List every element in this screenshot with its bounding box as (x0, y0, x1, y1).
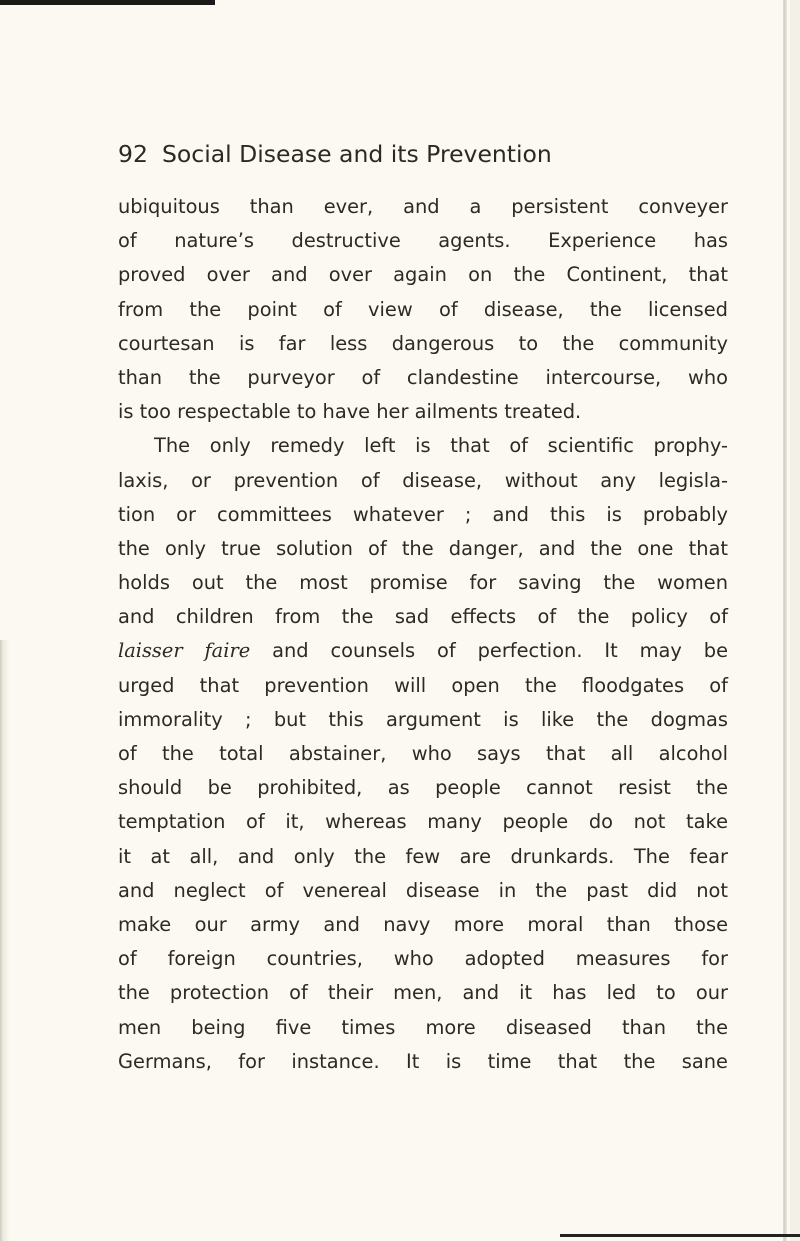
italic-phrase: laisser faire (118, 639, 251, 663)
body-text (118, 190, 728, 1079)
text-line: the only true solution of the danger, and the one that (118, 536, 728, 560)
text-line: laxis, or prevention of disease, without any legisla- (118, 468, 728, 492)
text-line: men being five times more diseased than the (118, 1015, 728, 1039)
text-line: urged that prevention will open the floodgates of (118, 673, 728, 697)
text-line: and children from the sad effects of the policy of (118, 605, 728, 629)
text-line: of nature’s destructive agents. Experience has (118, 229, 728, 253)
text-line: temptation of it, whereas many people do not take (118, 810, 728, 834)
text-line: it at all, and only the few are drunkards. The fear (118, 844, 728, 868)
text-line: courtesan is far less dangerous to the community (118, 331, 728, 355)
text-line: make our army and navy more moral than those (118, 912, 728, 936)
text-line (118, 634, 728, 668)
text-line: tion or committees whatever ; and this is probably (118, 502, 728, 526)
text-line: proved over and over again on the Continent, that (118, 263, 728, 287)
scan-margin-right (790, 0, 800, 1241)
text-line: than the purveyor of clandestine intercourse, who (118, 365, 728, 389)
running-title: Social Disease and its Prevention (162, 140, 552, 168)
text-line: from the point of view of disease, the licensed (118, 297, 728, 321)
scan-edge-left (0, 640, 10, 1241)
running-head (118, 140, 678, 180)
text-line: the protection of their men, and it has led to our (118, 981, 728, 1005)
text-line: holds out the most promise for saving the women (118, 571, 728, 595)
text-line: ubiquitous than ever, and a persistent conveyer (118, 195, 728, 218)
text-line: Germans, for instance. It is time that the sane (118, 1049, 728, 1073)
page-number: 92 (118, 140, 148, 168)
line-remainder: and counsels of perfection. It may be (250, 639, 728, 663)
text-line: is too respectable to have her ailments treated. (118, 400, 582, 424)
text-line: immorality ; but this argument is like the dogmas (118, 707, 728, 731)
scan-edge-right (783, 0, 787, 1241)
text-line: of foreign countries, who adopted measures for (118, 947, 728, 971)
text-line: and neglect of venereal disease in the past did not (118, 878, 728, 902)
text-line: The only remedy left is that of scientific prophy- (154, 434, 728, 458)
text-line: of the total abstainer, who says that all alcohol (118, 742, 728, 765)
scan-edge-top (0, 0, 215, 5)
text-line: should be prohibited, as people cannot resist the (118, 776, 728, 800)
scan-edge-bottom (560, 1234, 800, 1237)
